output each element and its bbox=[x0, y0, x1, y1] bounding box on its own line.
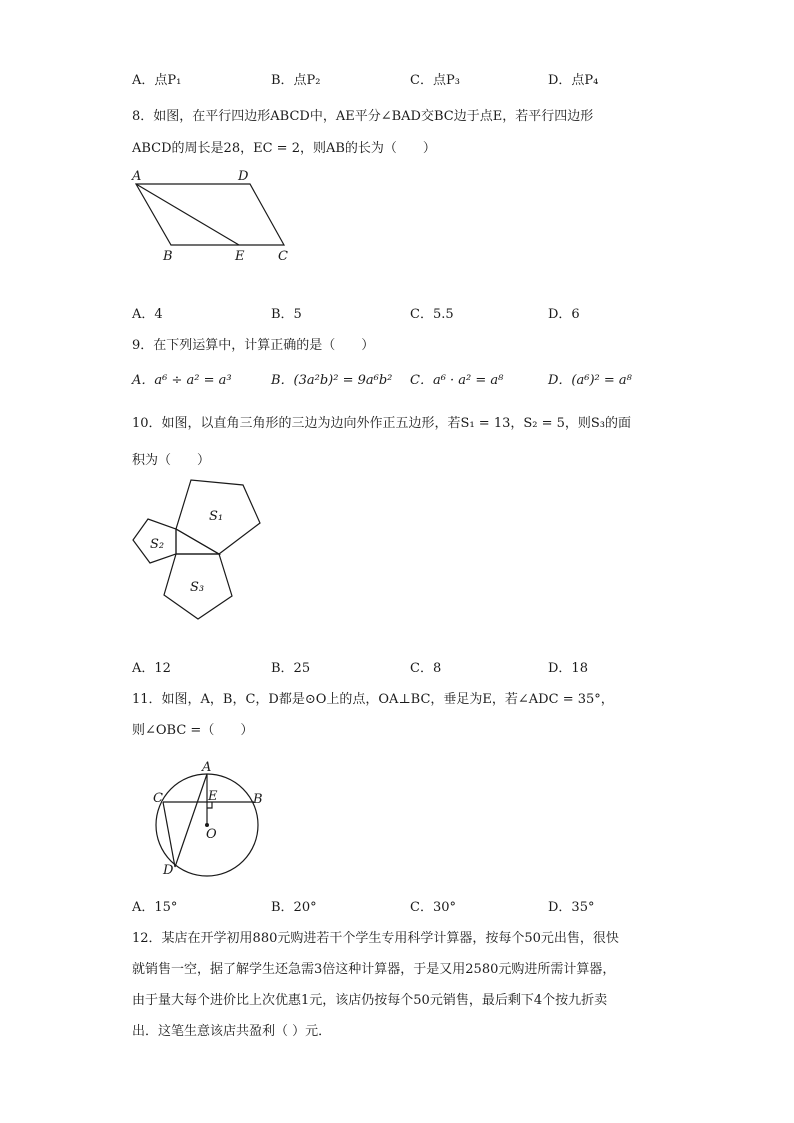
q7-option-b[interactable]: B．点P₂ bbox=[271, 73, 321, 88]
q8-option-b[interactable]: B．5 bbox=[271, 307, 302, 322]
q10-option-c[interactable]: C．8 bbox=[410, 661, 442, 676]
q12-question-line-4: 出．这笔生意该店共盈利（ ）元． bbox=[132, 1024, 332, 1039]
q11-option-b[interactable]: B．20° bbox=[271, 900, 317, 915]
q7-options bbox=[132, 71, 732, 91]
label-s2: S₂ bbox=[150, 537, 165, 552]
label-c: C bbox=[153, 791, 163, 806]
label-d: D bbox=[238, 169, 249, 184]
q9-option-a[interactable]: A．a⁶ ÷ a² = a³ bbox=[132, 373, 232, 388]
q8-options bbox=[132, 305, 732, 325]
label-e: E bbox=[235, 249, 245, 264]
label-e: E bbox=[208, 789, 218, 804]
q10-option-a[interactable]: A．12 bbox=[132, 661, 171, 676]
q11-options bbox=[132, 898, 732, 918]
q10-option-d[interactable]: D．18 bbox=[548, 661, 588, 676]
q11-question-line-2: 则∠OBC =（ ） bbox=[132, 723, 254, 738]
q9-option-c[interactable]: C．a⁶ · a² = a⁸ bbox=[410, 373, 504, 388]
q12-question-line-3: 由于量大每个进价比上次优惠1元，该店仍按每个50元销售，最后剩下4个按九折卖 bbox=[132, 993, 608, 1008]
q8-option-a[interactable]: A．4 bbox=[132, 307, 163, 322]
q10-question-line-2: 积为（ ） bbox=[132, 453, 211, 468]
q11-option-a[interactable]: A．15° bbox=[132, 900, 178, 915]
q10-question-line-1: 10．如图，以直角三角形的三边为边向外作正五边形，若S₁ = 13，S₂ = 5，则S₃的面 bbox=[132, 416, 632, 431]
q9-question: 9．在下列运算中，计算正确的是（ ） bbox=[132, 338, 375, 353]
q7-option-d[interactable]: D．点P₄ bbox=[548, 73, 599, 88]
label-s3: S₃ bbox=[190, 580, 205, 595]
q10-pentagons-figure bbox=[128, 474, 268, 624]
q12-question-line-2: 就销售一空，据了解学生还急需3倍这种计算器，于是又用2580元购进所需计算器， bbox=[132, 962, 616, 977]
q8-option-c[interactable]: C．5.5 bbox=[410, 307, 454, 322]
label-d: D bbox=[163, 863, 174, 878]
label-b: B bbox=[163, 249, 173, 264]
q8-option-d[interactable]: D．6 bbox=[548, 307, 580, 322]
segment-ae bbox=[136, 184, 239, 245]
q10-options bbox=[132, 659, 732, 679]
label-c: C bbox=[278, 249, 288, 264]
label-o: O bbox=[206, 827, 217, 842]
q11-option-d[interactable]: D．35° bbox=[548, 900, 595, 915]
q8-parallelogram-figure bbox=[126, 164, 306, 266]
label-b: B bbox=[253, 792, 263, 807]
q10-option-b[interactable]: B．25 bbox=[271, 661, 311, 676]
q9-option-d[interactable]: D．(a⁶)² = a⁸ bbox=[548, 373, 632, 388]
q11-option-c[interactable]: C．30° bbox=[410, 900, 456, 915]
chord-cd bbox=[163, 802, 175, 867]
q11-circle-figure bbox=[146, 757, 268, 879]
parallelogram-abcd bbox=[136, 184, 284, 245]
q7-option-a[interactable]: A．点P₁ bbox=[132, 73, 182, 88]
q11-question-line-1: 11．如图，A，B，C，D都是⊙O上的点，OA⊥BC，垂足为E，若∠ADC = 35°， bbox=[132, 692, 614, 707]
label-s1: S₁ bbox=[209, 509, 224, 524]
label-a: A bbox=[132, 169, 142, 184]
q9-options bbox=[132, 371, 732, 391]
q8-question-line-1: 8．如图，在平行四边形ABCD中，AE平分∠BAD交BC边于点E，若平行四边形 bbox=[132, 109, 594, 124]
chord-ad bbox=[175, 774, 207, 867]
q12-question-line-1: 12．某店在开学初用880元购进若干个学生专用科学计算器，按每个50元出售，很快 bbox=[132, 931, 619, 946]
label-a: A bbox=[202, 760, 212, 775]
q7-option-c[interactable]: C．点P₃ bbox=[410, 73, 460, 88]
q9-option-b[interactable]: B．(3a²b)² = 9a⁶b² bbox=[271, 373, 393, 388]
q8-question-line-2: ABCD的周长是28，EC = 2，则AB的长为（ ） bbox=[132, 141, 436, 156]
